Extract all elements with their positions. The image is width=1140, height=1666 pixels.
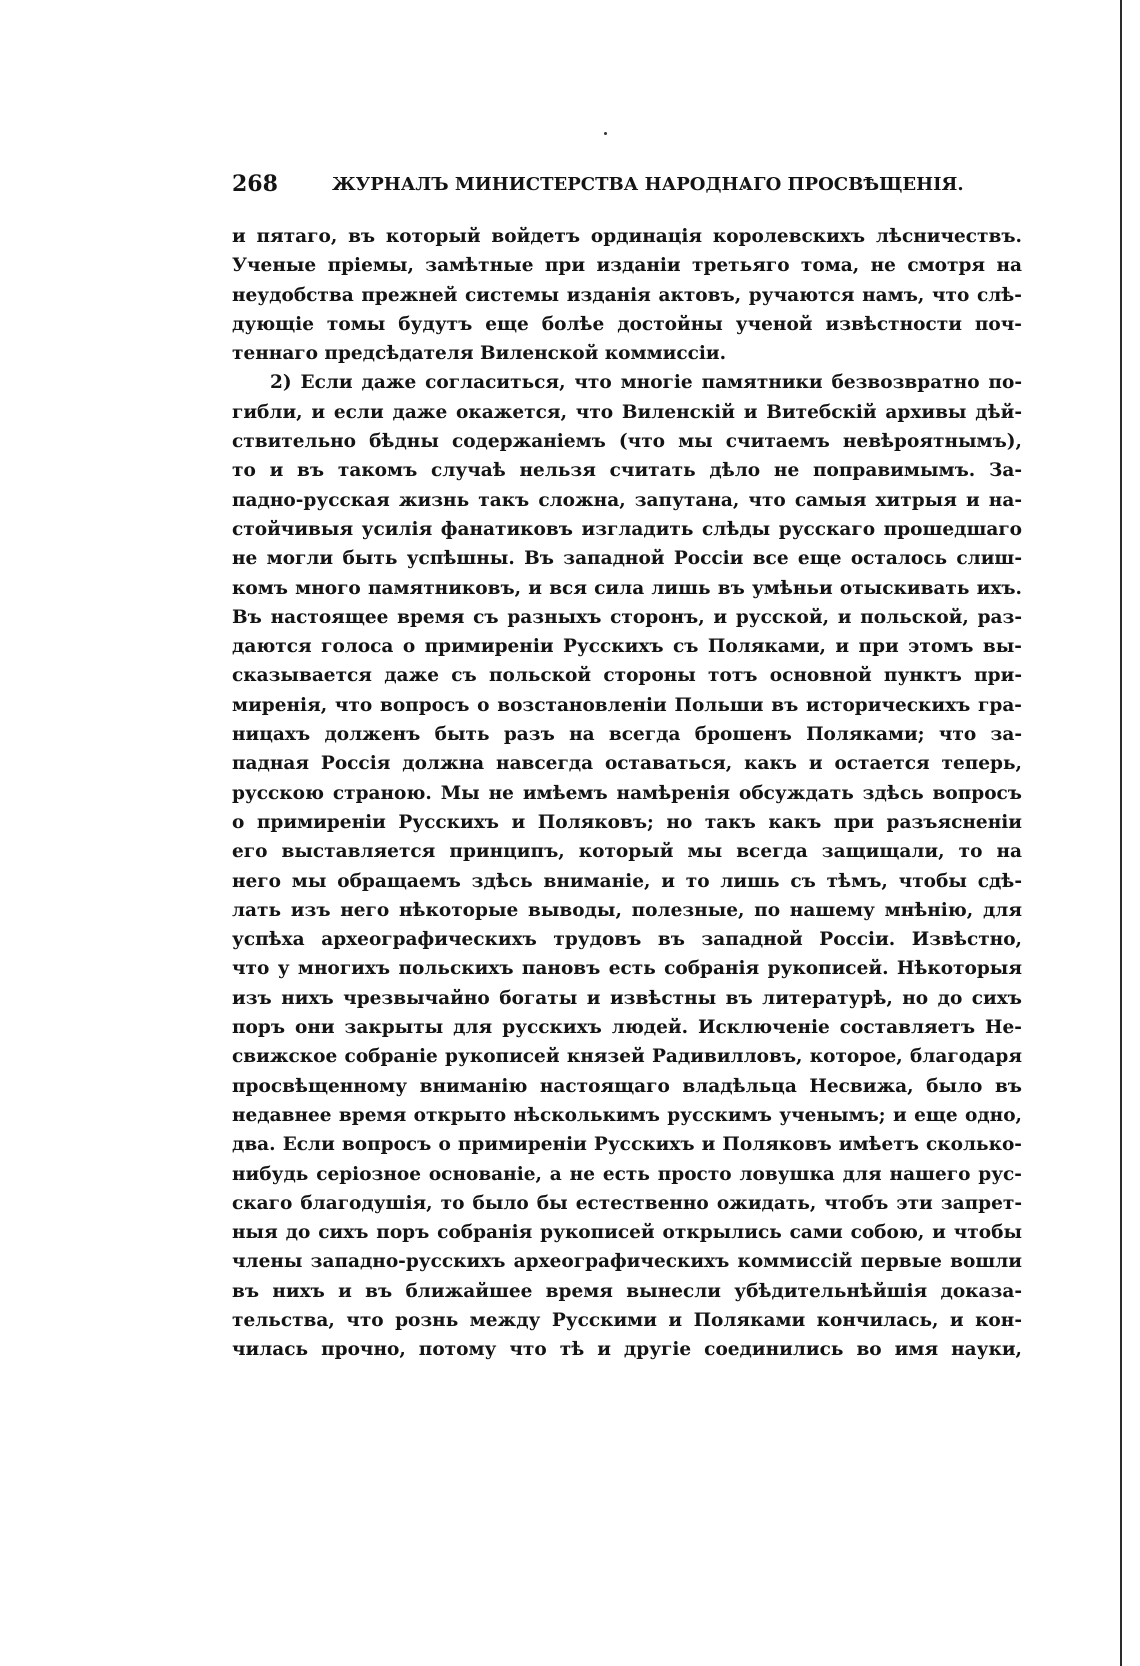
text-line: неудобства прежней системы изданія актовъ, ручаются намъ, что слѣ- [232,284,1022,306]
page-number: 268 [232,171,278,197]
text-line: его выставляется принципъ, который мы всегда защищали, то на [232,841,1022,863]
text-line: два. Если вопросъ о примиреніи Русскихъ и Поляковъ имѣетъ сколько- [232,1134,1022,1156]
text-line: 2) Если даже согласиться, что многіе памятники безвозвратно по- [270,372,1022,394]
text-line: лать изъ него нѣкоторые выводы, полезные, по нашему мнѣнію, для [232,899,1022,921]
text-line: тельства, что рознь между Русскими и Поляками кончилась, и кон- [232,1309,1022,1331]
text-line: члены западно-русскихъ археографическихъ коммиссій первые вошли [232,1251,1022,1273]
ink-speck [604,132,607,135]
text-line: сказывается даже съ польской стороны тотъ основной пунктъ при- [232,665,1022,687]
text-line: поръ они закрыты для русскихъ людей. Исключеніе составляетъ Не- [232,1017,1022,1039]
text-line: ныя до сихъ поръ собранія рукописей открылись сами собою, и чтобы [232,1222,1022,1244]
text-line: ствительно бѣдны содержаніемъ (что мы считаемъ невѣроятнымъ), [232,431,1022,453]
text-line: русскою страною. Мы не имѣемъ намѣренія обсуждать здѣсь вопросъ [232,782,1022,804]
text-line: теннаго предсѣдателя Виленской коммиссіи. [232,343,727,365]
text-line: о примиреніи Русскихъ и Поляковъ; но такъ какъ при разъясненіи [232,811,1022,833]
text-line: чилась прочно, потому что тѣ и другіе соединились во имя науки, [232,1339,1022,1361]
text-line: него мы обращаемъ здѣсь вниманіе, и то лишь съ тѣмъ, чтобы сдѣ- [232,870,1022,892]
text-line: падная Россія должна навсегда оставаться, какъ и остается теперь, [232,753,1022,775]
text-line: Ученые пріемы, замѣтные при изданіи третьяго тома, не смотря на [232,255,1022,277]
text-line: и пятаго, въ который войдетъ ординація королевскихъ лѣсничествъ. [232,226,1022,247]
paragraph [232,368,1022,1364]
text-line: просвѣщенному вниманію настоящаго владѣльца Несвижа, было въ [232,1075,1022,1097]
text-line: то и въ такомъ случаѣ нельзя считать дѣло не поправимымъ. За- [232,460,1022,482]
text-line: свижское собраніе рукописей князей Радивилловъ, которое, благодаря [232,1046,1022,1068]
body-text [232,222,1022,1365]
text-line: падно-русская жизнь такъ сложна, запутана, что самыя хитрыя и на- [232,489,1022,511]
text-line: недавнее время открыто нѣсколькимъ русскимъ ученымъ; и еще одно, [232,1104,1022,1126]
text-line: стойчивыя усилія фанатиковъ изгладить слѣды русскаго прошедшаго [232,518,1022,540]
text-line: что у многихъ польскихъ пановъ есть собранія рукописей. Нѣкоторыя [232,958,1022,980]
text-line: изъ нихъ чрезвычайно богаты и извѣстны въ литературѣ, но до сихъ [232,987,1022,1009]
page-edge-line [1120,0,1122,1666]
text-line: комъ много памятниковъ, и вся сила лишь въ умѣньи отыскивать ихъ. [232,577,1022,599]
text-line: въ нихъ и въ ближайшее время вынесли убѣдительнѣйшія доказа- [232,1280,1022,1302]
text-line: Въ настоящее время съ разныхъ сторонъ, и русской, и польской, раз- [232,606,1022,628]
text-line: даются голоса о примиреніи Русскихъ съ Поляками, и при этомъ вы- [232,636,1022,658]
text-line: дующіе томы будутъ еще болѣе достойны ученой извѣстности поч- [232,313,1022,335]
page-header [232,168,1022,202]
paragraph [232,222,1022,368]
text-line: гибли, и если даже окажется, что Виленскій и Витебскій архивы дѣй- [232,401,1022,423]
running-title: ЖУРНАЛЪ МИНИСТЕРСТВА НАРОДНАГО ПРОСВѢЩЕНІЯ. [332,174,964,195]
text-line: нибудь серіозное основаніе, а не есть просто ловушка для нашего рус- [232,1163,1022,1185]
text-line: скаго благодушія, то было бы естественно ожидать, чтобъ эти запрет- [232,1192,1022,1214]
text-line: не могли быть успѣшны. Въ западной Россіи все еще осталось слиш- [232,548,1022,570]
text-line: успѣха археографическихъ трудовъ въ западной Россіи. Извѣстно, [232,929,1022,951]
text-line: ницахъ долженъ быть разъ на всегда брошенъ Поляками; что за- [232,724,1022,746]
text-line: миренія, что вопросъ о возстановленіи Польши въ историческихъ гра- [232,694,1022,716]
